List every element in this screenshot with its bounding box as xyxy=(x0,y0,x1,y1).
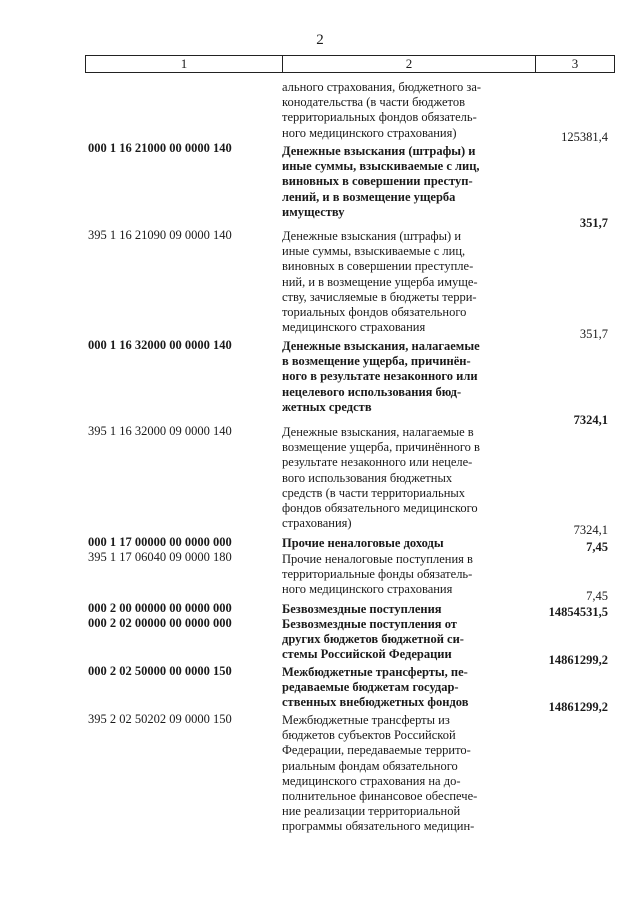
table-row-3-text: Денежные взыскания, налагаемые в возмещение ущерба, причинён- ного в результате незаконного или нецелевого использования бюд- жетных средств xyxy=(282,339,480,414)
table-row-5-amount: 7324,1 xyxy=(573,523,608,537)
table-row-2-amount: 351,7 xyxy=(579,216,608,230)
table-row-3-amount: 351,7 xyxy=(579,327,608,341)
header-col-1: 1 xyxy=(86,56,283,72)
table-row-7-amount: 7,45 xyxy=(586,589,608,603)
table-row-1-code: 000 1 16 21000 00 0000 140 xyxy=(88,141,232,155)
table-row-9-code: 000 2 02 50000 00 0000 150 xyxy=(88,664,232,678)
table-row-8-text: Безвозмездные поступления от других бюджетов бюджетной си- стемы Российской Федерации xyxy=(282,617,464,662)
table-row-2-code: 395 1 16 21090 09 0000 140 xyxy=(88,228,232,242)
table-row-2-text: Денежные взыскания (штрафы) и иные суммы, взыскиваемые с лиц, виновных в совершении преступле- ний, и в возмещение ущерба имуще- ству, зачисляемые в бюджеты терри- ториальных фондов обязательного медицинского страхования xyxy=(282,229,478,335)
table-row-5-text: Прочие неналоговые доходы xyxy=(282,536,444,550)
table-row-7-text: Безвозмездные поступления xyxy=(282,602,442,616)
table-row-9-amount: 14861299,2 xyxy=(548,653,608,667)
header-col-3: 3 xyxy=(571,56,579,71)
table-row-0-text: ального страхования, бюджетного за- конодательства (в части бюджетов территориальных фондов обязатель- ного медицинского страхования) xyxy=(282,80,482,140)
header-col-2: 2 xyxy=(283,56,536,72)
table-row-1-amount: 125381,4 xyxy=(561,130,608,144)
table-row-8-amount: 14854531,5 xyxy=(548,605,608,619)
table-row-3-code: 000 1 16 32000 00 0000 140 xyxy=(88,338,232,352)
page-number: 2 xyxy=(316,32,324,48)
table-row-4-amount: 7324,1 xyxy=(573,413,608,427)
table-row-6-text: Прочие неналоговые поступления в территориальные фонды обязатель- ного медицинского страхования xyxy=(282,552,473,597)
table-row-4-code: 395 1 16 32000 09 0000 140 xyxy=(88,424,232,438)
table-row-10-text: Межбюджетные трансферты из бюджетов субъектов Российской Федерации, передаваемые террито- риальным фондам обязательного медицинского страхования на до- полнительное финансовое обеспече- ние реализации территориальной программы обязательного медицин- xyxy=(282,713,478,834)
table-row-8-code: 000 2 02 00000 00 0000 000 xyxy=(88,616,232,630)
table-row-10-amount: 14861299,2 xyxy=(548,700,608,714)
table-row-7-code: 000 2 00 00000 00 0000 000 xyxy=(88,601,232,615)
table-row-5-code: 000 1 17 00000 00 0000 000 xyxy=(88,535,232,549)
table-header xyxy=(85,55,615,73)
table-row-9-text: Межбюджетные трансферты, пе- редаваемые бюджетам государ- ственных внебюджетных фондов xyxy=(282,665,469,710)
table-row-6-code: 395 1 17 06040 09 0000 180 xyxy=(88,550,232,564)
table-row-1-text: Денежные взыскания (штрафы) и иные суммы, взыскиваемые с лиц, виновных в совершении преступ- лений, и в возмещение ущерба имуществу xyxy=(282,144,480,219)
table-row-10-code: 395 2 02 50202 09 0000 150 xyxy=(88,712,232,726)
table-row-6-amount: 7,45 xyxy=(586,540,608,554)
table-row-4-text: Денежные взыскания, налагаемые в возмещение ущерба, причинённого в результате незаконного или нецеле- вого использования бюджетных средств (в части территориальных фондов обязательного медицинского страхования) xyxy=(282,425,480,531)
